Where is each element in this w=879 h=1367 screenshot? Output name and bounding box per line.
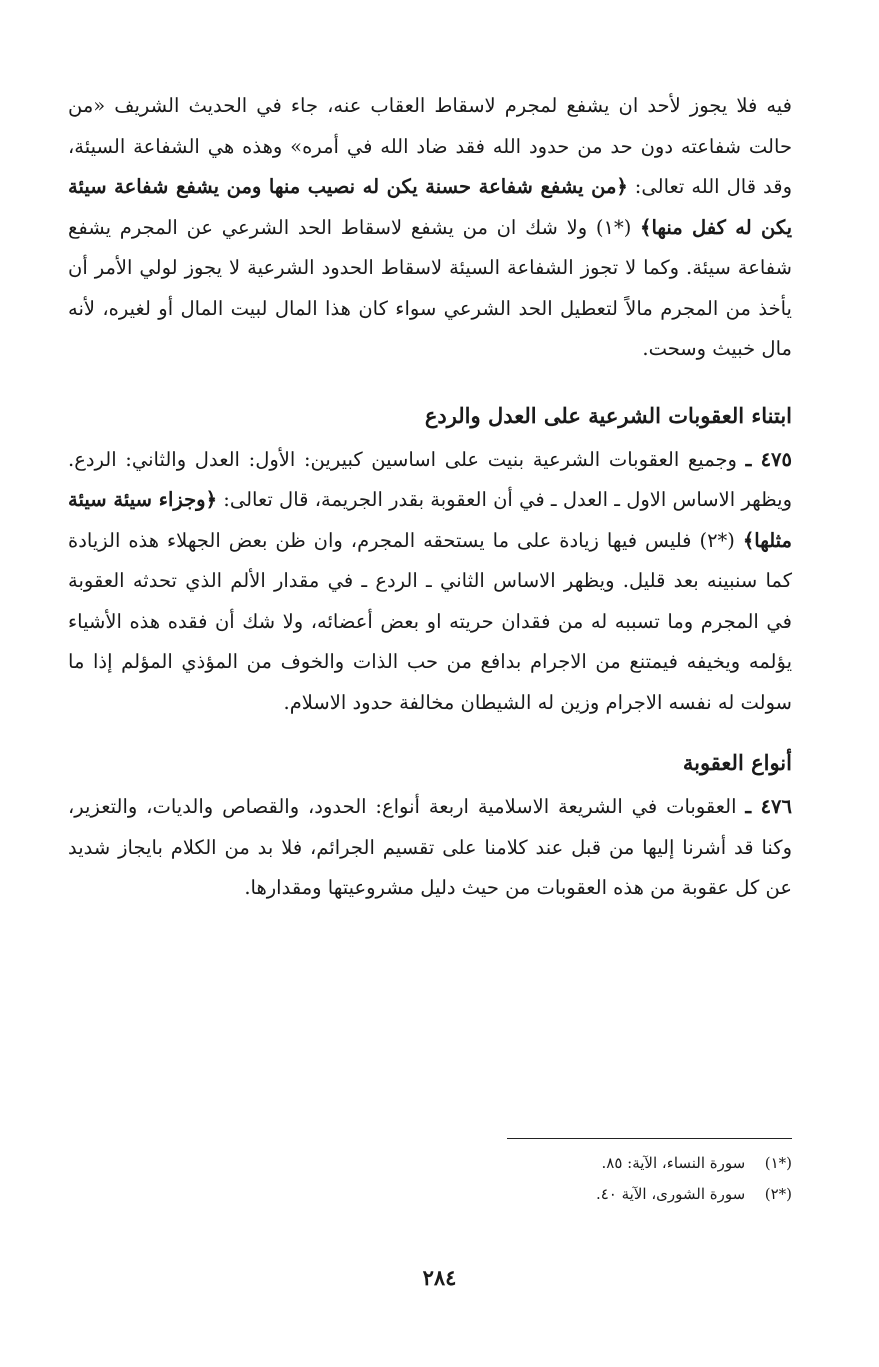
paragraph-text: فيه فلا يجوز لأحد ان يشفع لمجرم لاسقاط العقاب عنه، جاء في الحديث الشريف «من حالت شفاعته دون حد من حدود الله فقد ضاد الله في أمره» وهذه هي الشفاعة السيئة، وقد قال الله تعالى: <box>68 94 792 198</box>
footnote-mark: (*١) <box>764 1154 792 1172</box>
footnote-item <box>392 1148 792 1179</box>
paragraph-number: ٤٧٦ ـ <box>745 795 792 818</box>
paragraph-text: العقوبات في الشريعة الاسلامية اربعة أنواع: الحدود، والقصاص والديات، والتعزير، وكنا قد أشرنا إليها من قبل عند كلامنا على تقسيم الجرائم، فلا بد من الكلام بايجاز شديد عن كل عقوبة من هذه العقوبات من حيث دليل مشروعيتها ومقدارها. <box>68 795 792 899</box>
section-heading: ابتناء العقوبات الشرعية على العدل والردع <box>424 402 792 428</box>
footnote-text: سورة النساء، الآية: ٨٥. <box>601 1154 746 1172</box>
footnote-ref: (*١) <box>587 215 641 239</box>
paragraph-475 <box>68 440 792 724</box>
paragraph-intercession <box>68 86 792 370</box>
page-number: ٢٨٤ <box>422 1265 457 1290</box>
footnote-mark: (*٢) <box>764 1185 792 1203</box>
paragraph-number: ٤٧٥ ـ <box>745 447 792 471</box>
section-heading: أنواع العقوبة <box>682 750 792 775</box>
paragraph-476 <box>68 787 792 909</box>
paragraph-text: ولا شك ان من يشفع لاسقاط الحد الشرعي عن المجرم يشفع شفاعة سيئة. وكما لا تجوز الشفاعة السيئة لاسقاط الحدود الشرعية لا يجوز لولي الأمر أن يأخذ من المجرم مالاً لتعطيل الحد الشرعي سواء كان هذا المال لبيت المال أو لغيره، لأنه مال خبيث وسحت. <box>68 215 792 360</box>
footnote-text: سورة الشورى، الآية ٤٠. <box>595 1185 746 1203</box>
paragraph-text: فليس فيها زيادة على ما يستحقه المجرم، وان ظن بعض الجهلاء هذه الزيادة كما سنبينه بعد قليل. ويظهر الاساس الثاني ـ الردع ـ في مقدار الألم الذي تحدثه العقوبة في المجرم وما تسببه له من فقدان حريته او بعض أعضائه، ولا شك أن فقده هذه الأشياء يؤلمه ويخيفه فيمتنع من الاجرام بدافع من حب الذات والخوف من المؤذي المؤلم إذا ما سولت له نفسه الاجرام وزين له الشيطان مخالفة حدود الاسلام. <box>68 528 792 714</box>
footnote-item <box>392 1179 792 1210</box>
paragraph-text: وجميع العقوبات الشرعية بنيت على اساسين كبيرين: الأول: العدل والثاني: الردع. ويظهر الاساس الاول ـ العدل ـ في أن العقوبة بقدر الجريمة، قال تعالى: <box>68 447 792 511</box>
footnote-divider <box>507 1138 792 1139</box>
main-text <box>68 86 792 909</box>
quran-verse: ﴿وجزاء سيئة سيئة مثلها﴾ <box>68 488 792 552</box>
footnotes <box>392 1148 792 1210</box>
footnote-ref: (*٢) <box>691 528 743 552</box>
quran-verse: ﴿من يشفع شفاعة حسنة يكن له نصيب منها ومن يشفع شفاعة سيئة يكن له كفل منها﴾ <box>68 175 793 239</box>
